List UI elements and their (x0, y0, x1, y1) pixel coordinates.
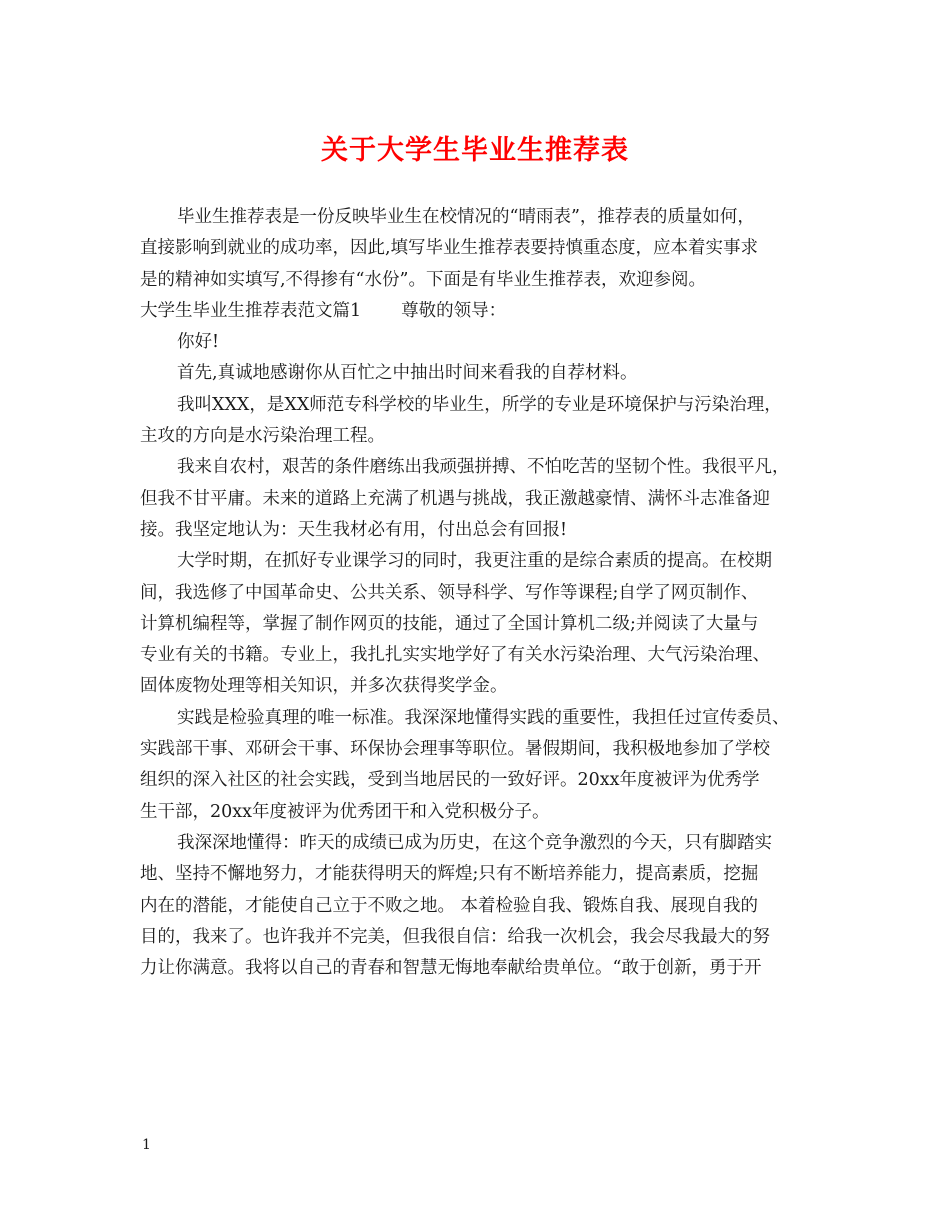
page-number: 1 (142, 1137, 151, 1153)
text-line-content: 地、坚持不懈地努力，才能获得明天的辉煌;只有不断培养能力，提高素质，挖掘 (140, 864, 759, 885)
text-line (140, 797, 820, 828)
text-line-content: 内在的潜能，才能使自己立于不败之地。 本着检验自我、锻炼自我、展现自我的 (140, 895, 759, 916)
text-line-content: 首先,真诚地感谢你从百忙之中抽出时间来看我的自荐材料。 (177, 363, 638, 384)
text-line (140, 640, 820, 671)
text-line-content: 接。我坚定地认为：天生我材必有用，付出总会有回报! (140, 519, 568, 540)
text-line (140, 296, 820, 327)
text-line (140, 452, 820, 483)
text-line-content: 大学生毕业生推荐表范文篇1 (140, 300, 362, 321)
text-line (140, 734, 820, 765)
text-line-content: 目的，我来了。也许我并不完美，但我很自信：给我一次机会，我会尽我最大的努 (140, 926, 770, 947)
text-line (140, 891, 820, 922)
text-line (140, 515, 820, 546)
text-line (140, 546, 820, 577)
text-line-content: 固体废物处理等相关知识，并多次获得奖学金。 (140, 676, 508, 697)
text-line-content: 专业有关的书籍。专业上，我扎扎实实地学好了有关水污染治理、大气污染治理、 (140, 645, 770, 666)
text-line (140, 922, 820, 953)
text-line (140, 609, 820, 640)
document-body (140, 202, 820, 984)
text-line-content: 主攻的方向是水污染治理工程。 (140, 426, 385, 447)
text-line-content: 大学时期，在抓好专业课学习的同时，我更注重的是综合素质的提高。在校期 (177, 551, 772, 572)
text-line-content: 计算机编程等，掌握了制作网页的技能，通过了全国计算机二级;并阅读了大量与 (140, 613, 759, 634)
text-line-content: 直接影响到就业的成功率，因此,填写毕业生推荐表要持慎重态度，应本着实事求 (140, 238, 759, 259)
text-line-content: 我深深地懂得：昨天的成绩已成为历史，在这个竞争激烈的今天，只有脚踏实 (177, 832, 772, 853)
salutation: 尊敬的领导： (401, 300, 507, 321)
text-line-content: 实践部干事、邓研会干事、环保协会理事等职位。暑假期间，我积极地参加了学校 (140, 739, 770, 760)
text-line-content: 毕业生推荐表是一份反映毕业生在校情况的“晴雨表”，推荐表的质量如何， (177, 207, 755, 227)
text-line-content: 你好! (177, 332, 220, 353)
text-line-content: 生干部，20xx年度被评为优秀团干和入党积极分子。 (140, 801, 550, 822)
text-line (140, 703, 820, 734)
text-line (140, 327, 820, 358)
text-line (140, 828, 820, 859)
text-line (140, 390, 820, 421)
text-line (140, 671, 820, 702)
text-line (140, 953, 820, 984)
document-title: 关于大学生毕业生推荐表 (321, 135, 629, 166)
text-line (140, 765, 820, 796)
text-line-content: 力让你满意。我将以自己的青春和智慧无悔地奉献给贵单位。“敢于创新，勇于开 (140, 958, 762, 979)
text-line-content: 实践是检验真理的唯一标准。我深深地懂得实践的重要性，我担任过宣传委员、 (177, 707, 790, 728)
text-line (140, 484, 820, 515)
text-line (140, 578, 820, 609)
text-line-content: 我叫XXX，是XX师范专科学校的毕业生，所学的专业是环境保护与污染治理， (177, 394, 782, 415)
text-line-content: 间，我选修了中国革命史、公共关系、领导科学、写作等课程;自学了网页制作、 (140, 582, 759, 603)
text-line (140, 421, 820, 452)
text-line-content: 是的精神如实填写,不得掺有“水份”。下面是有毕业生推荐表，欢迎参阅。 (140, 269, 706, 290)
text-line (140, 202, 820, 233)
text-line-content: 我来自农村，艰苦的条件磨练出我顽强拼搏、不怕吃苦的坚韧个性。我很平凡， (177, 457, 790, 478)
text-line-content: 组织的深入社区的社会实践，受到当地居民的一致好评。20xx年度被评为优秀学 (140, 770, 760, 791)
text-line (140, 233, 820, 264)
text-line-content: 但我不甘平庸。未来的道路上充满了机遇与挑战，我正激越豪情、满怀斗志准备迎 (140, 488, 770, 509)
text-line (140, 859, 820, 890)
text-line (140, 358, 820, 389)
text-line (140, 265, 820, 296)
